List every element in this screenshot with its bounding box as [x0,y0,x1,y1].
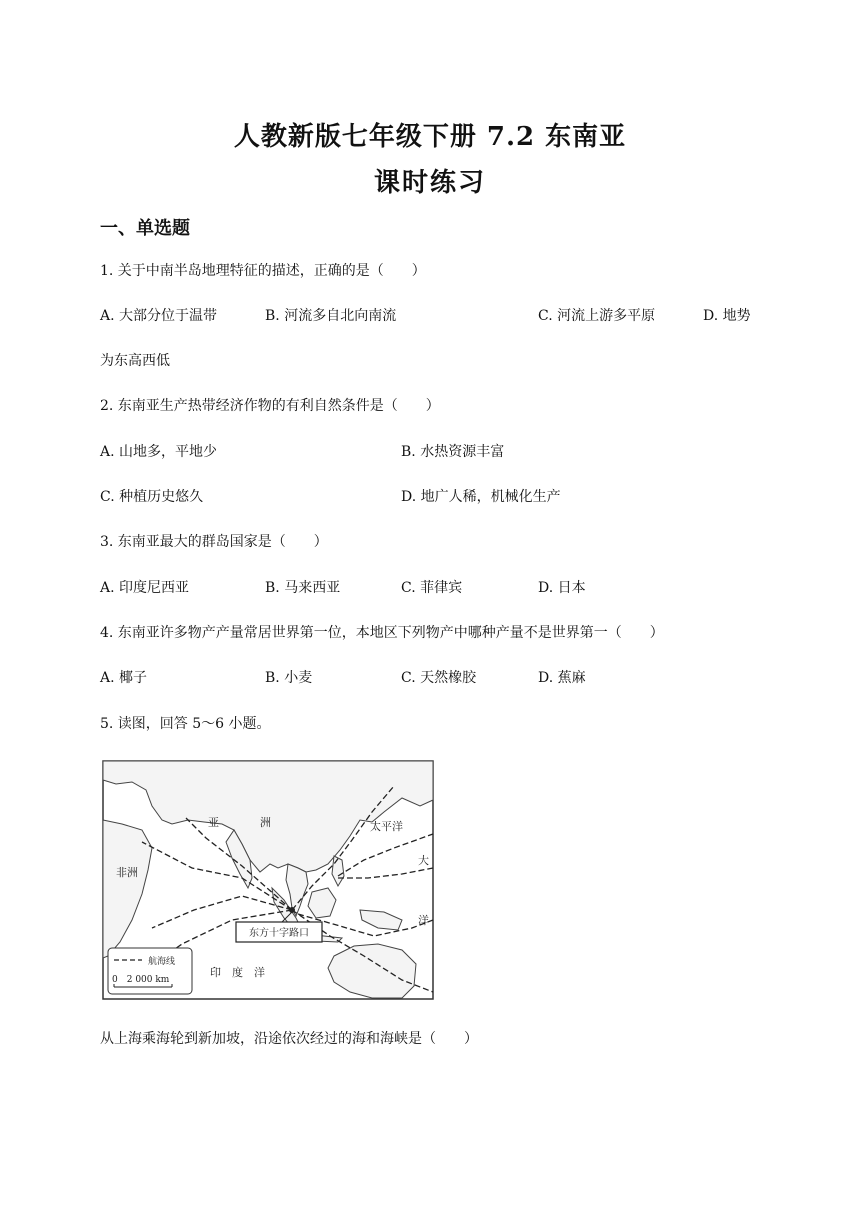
map-label-crossroads: 东方十字路口 [249,928,309,939]
question-1-option-a: A. 大部分位于温带 [100,308,218,324]
question-3-stem: 3. 东南亚最大的群岛国家是（ ） [100,534,328,550]
question-2-option-c: C. 种植历史悠久 [100,489,204,505]
map-label-zhou: 洲 [260,816,271,829]
question-3-option-a: A. 印度尼西亚 [100,580,190,596]
map-label-pacific: 太平洋 [370,820,403,833]
map-label-yang: 洋 [418,914,429,927]
question-2-stem: 2. 东南亚生产热带经济作物的有利自然条件是（ ） [100,398,440,414]
document-subtitle: 课时练习 [373,168,486,198]
question-4-option-d: D. 蕉麻 [538,670,586,686]
legend-route-label: 航海线 [148,957,176,967]
question-5-subquestion: 从上海乘海轮到新加坡，沿途依次经过的海和海峡是（ ） [100,1031,478,1047]
question-3-option-b: B. 马来西亚 [265,580,341,596]
question-2-option-a: A. 山地多，平地少 [100,444,218,460]
legend-scale-label: 0 2 000 km [112,975,170,985]
question-4-option-c: C. 天然橡胶 [401,670,477,686]
question-1-option-d: D. 地势 [703,308,751,324]
question-5-stem: 5. 读图，回答 5～6 小题。 [100,716,271,732]
question-1-option-d-wrap: 为东高西低 [100,353,170,369]
map-label-africa: 非洲 [116,866,138,879]
question-2-option-b: B. 水热资源丰富 [401,444,505,460]
question-4-stem: 4. 东南亚许多物产产量常居世界第一位，本地区下列物产中哪种产量不是世界第一（ ） [100,625,664,641]
map-label-asia: 亚 [208,816,219,829]
question-4-option-a: A. 椰子 [100,670,148,686]
map-label-da: 大 [418,854,429,867]
question-3-option-d: D. 日本 [538,580,586,596]
question-3-option-c: C. 菲律宾 [401,580,463,596]
southeast-asia-route-map [102,760,434,1000]
question-1-option-b: B. 河流多自北向南流 [265,308,397,324]
section-heading: 一、单选题 [100,218,190,239]
question-1-option-c: C. 河流上游多平原 [538,308,656,324]
question-2-option-d: D. 地广人稀，机械化生产 [401,489,561,505]
question-4-option-b: B. 小麦 [265,670,313,686]
question-1-stem: 1. 关于中南半岛地理特征的描述，正确的是（ ） [100,263,426,279]
document-title: 人教新版七年级下册 7.2 东南亚 [233,122,627,152]
map-label-indian-ocean: 印 度 洋 [210,966,265,979]
